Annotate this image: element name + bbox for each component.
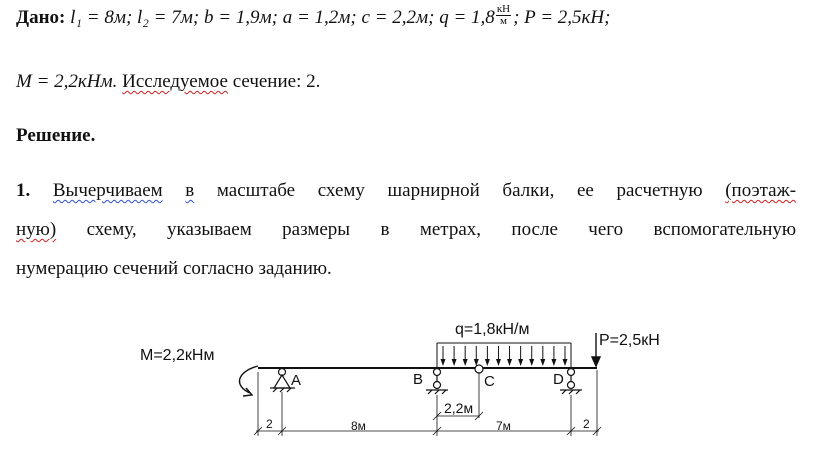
step1-word-4: шарнирной — [387, 180, 480, 201]
step1-word-14: метрах, — [419, 219, 482, 240]
given-a: a = 1,2м; — [282, 7, 357, 28]
q-unit-denominator: м — [499, 15, 507, 28]
load-arrowhead — [551, 359, 556, 366]
support-b-label: B — [413, 371, 424, 388]
hinge-c-label: C — [484, 373, 495, 390]
dim-label-7m: 7м — [496, 419, 511, 433]
given-l2: l₂ = 7м; — [137, 7, 200, 28]
section-label: Исследуемое — [122, 71, 228, 92]
load-arrowhead — [563, 359, 568, 366]
load-arrowhead — [529, 359, 534, 366]
given-p: ; P = 2,5кН; — [513, 7, 611, 28]
step1-line-3: нумерацию сечений согласно заданию. — [16, 258, 332, 279]
given-l1: l₁ = 8м; — [70, 7, 133, 28]
q-label: q=1,8кН/м — [455, 321, 530, 338]
moment-arrow — [240, 366, 258, 393]
support-d-label: D — [553, 371, 564, 388]
support-b — [426, 369, 448, 395]
section-value: сечение: 2. — [227, 71, 321, 92]
step1-word-5: балки, — [502, 180, 555, 201]
support-a-label: A — [291, 372, 302, 389]
distributed-load-arrows — [441, 346, 568, 366]
step1-word-15: после — [511, 219, 558, 240]
step1-word-13: в — [380, 219, 390, 240]
load-arrowhead — [485, 359, 490, 366]
dimension-lines — [254, 370, 601, 436]
load-arrowhead — [507, 359, 512, 366]
step1-word-10: схему, — [86, 219, 137, 240]
load-arrowhead — [452, 359, 457, 366]
given-b: b = 1,9м; — [203, 7, 278, 28]
step1-word-8: (поэтаж- — [725, 180, 797, 201]
step1-word-11: указываем — [167, 219, 252, 240]
load-arrowhead — [463, 359, 468, 366]
step1-word-17: вспомогательную — [653, 219, 797, 240]
step1-word-7: расчетную — [616, 180, 703, 201]
load-arrowhead — [518, 359, 523, 366]
p-label: P=2,5кН — [599, 332, 660, 349]
dim-label-2-right: 2 — [583, 417, 590, 431]
given-label: Дано: — [16, 7, 66, 28]
step1-word-3: схему — [317, 180, 365, 201]
dim-label-2-2m: 2,2м — [444, 400, 474, 416]
solution-heading: Решение. — [16, 125, 96, 146]
moment-label: M=2,2кНм — [140, 347, 215, 364]
load-arrowhead — [441, 359, 446, 366]
load-arrowhead — [540, 359, 545, 366]
step1-word-0: Вычерчиваем — [52, 180, 163, 201]
step1-word-2: масштабе — [216, 180, 296, 201]
step1-word-1: в — [185, 180, 195, 201]
given-q: q = 1,8 — [439, 7, 495, 28]
q-unit-numerator: кН — [496, 3, 511, 16]
given-c: c = 2,2м; — [361, 7, 435, 28]
dim-label-8m: 8м — [351, 419, 366, 433]
dim-label-2-left: 2 — [266, 417, 273, 431]
given-m: M = 2,2кНм. — [16, 71, 118, 92]
load-arrowhead — [496, 359, 501, 366]
distributed-load — [437, 343, 571, 367]
step1-word-12: размеры — [282, 219, 351, 240]
hinge-c — [475, 365, 483, 373]
step1-word-16: чего — [588, 219, 624, 240]
step-number: 1. — [16, 180, 31, 201]
step1-word-9: ную) — [16, 219, 57, 240]
step1-word-6: ее — [576, 180, 594, 201]
